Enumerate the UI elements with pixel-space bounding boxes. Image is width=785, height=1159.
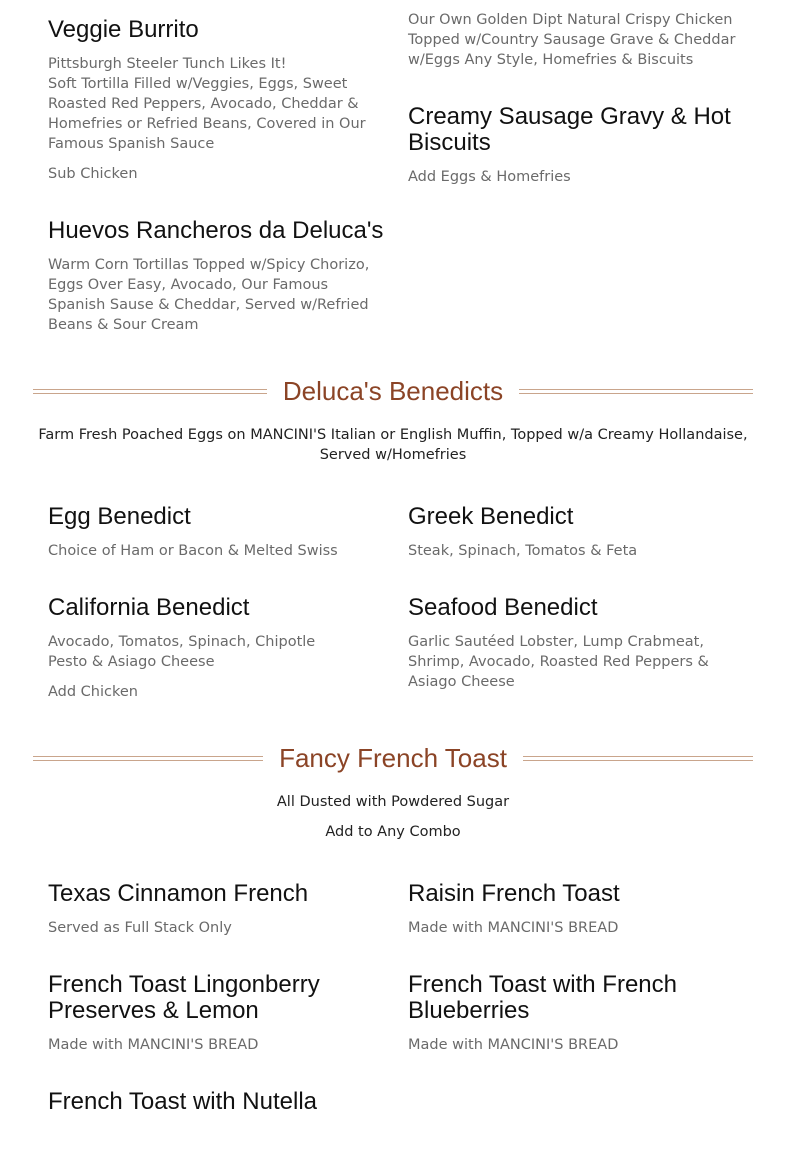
item-description-raisin-french-toast: Made with MANCINI'S BREAD (408, 920, 619, 936)
item-description-veggie-burrito: Pittsburgh Steeler Tunch Likes It! Soft Tortilla Filled w/Veggies, Eggs, Sweet Roasted Red Peppers, Avocado, Cheddar & Homefries or Refried Beans, Covered in Our Famous Spanish Sauce (48, 56, 366, 152)
item-description-texas-cinnamon-french: Served as Full Stack Only (48, 920, 232, 936)
divider-right (519, 389, 753, 394)
section-title-benedicts: Deluca's Benedicts (282, 376, 504, 406)
item-title-texas-cinnamon-french: Texas Cinnamon French (48, 880, 309, 907)
item-description-seafood-benedict: Garlic Sautéed Lobster, Lump Crabmeat, Shrimp, Avocado, Roasted Red Peppers & Asiago Cheese (408, 634, 709, 690)
item-title-california-benedict: California Benedict (48, 594, 250, 621)
section-intro-benedicts: Farm Fresh Poached Eggs on MANCINI'S Italian or English Muffin, Topped w/a Creamy Hollandaise, Served w/Homefries (38, 427, 748, 463)
item-title-french-toast-lingonberry: French Toast Lingonberry Preserves & Lemon (48, 971, 320, 1024)
item-description-california-benedict: Avocado, Tomatos, Spinach, Chipotle Pesto & Asiago Cheese (48, 634, 316, 670)
divider-right (523, 756, 753, 761)
section-header-benedicts (33, 376, 753, 406)
item-description-french-toast-blueberries: Made with MANCINI'S BREAD (408, 1037, 619, 1053)
item-description-huevos-rancheros: Warm Corn Tortillas Topped w/Spicy Chorizo, Eggs Over Easy, Avocado, Our Famous Spanish Sause & Cheddar, Served w/Refried Beans & Sour Cream (48, 257, 370, 333)
section-intro-french-toast: All Dusted with Powdered Sugar (276, 794, 510, 810)
item-title-veggie-burrito: Veggie Burrito (48, 16, 199, 43)
item-description-creamy-sausage-gravy: Add Eggs & Homefries (408, 169, 571, 185)
item-title-french-toast-nutella: French Toast with Nutella (48, 1088, 318, 1115)
item-description-chicken-biscuits: Our Own Golden Dipt Natural Crispy Chicken Topped w/Country Sausage Grave & Cheddar w/Eggs Any Style, Homefries & Biscuits (408, 12, 736, 68)
divider-left (33, 389, 267, 394)
divider-left (33, 756, 263, 761)
item-description-french-toast-lingonberry: Made with MANCINI'S BREAD (48, 1037, 259, 1053)
item-note-add-chicken: Add Chicken (48, 684, 138, 700)
item-title-egg-benedict: Egg Benedict (48, 503, 191, 530)
item-title-greek-benedict: Greek Benedict (408, 503, 574, 530)
item-title-huevos-rancheros: Huevos Rancheros da Deluca's (48, 217, 384, 244)
item-title-seafood-benedict: Seafood Benedict (408, 594, 598, 621)
section-title-french-toast: Fancy French Toast (279, 743, 507, 773)
section-intro-add-combo: Add to Any Combo (325, 824, 461, 840)
item-note-sub-chicken: Sub Chicken (48, 166, 138, 182)
item-title-raisin-french-toast: Raisin French Toast (408, 880, 620, 907)
item-description-egg-benedict: Choice of Ham or Bacon & Melted Swiss (48, 543, 338, 559)
item-title-creamy-sausage-gravy: Creamy Sausage Gravy & Hot Biscuits (408, 103, 731, 156)
item-description-greek-benedict: Steak, Spinach, Tomatos & Feta (408, 543, 638, 559)
section-header-french-toast (33, 743, 753, 773)
item-title-french-toast-blueberries: French Toast with French Blueberries (408, 971, 678, 1024)
